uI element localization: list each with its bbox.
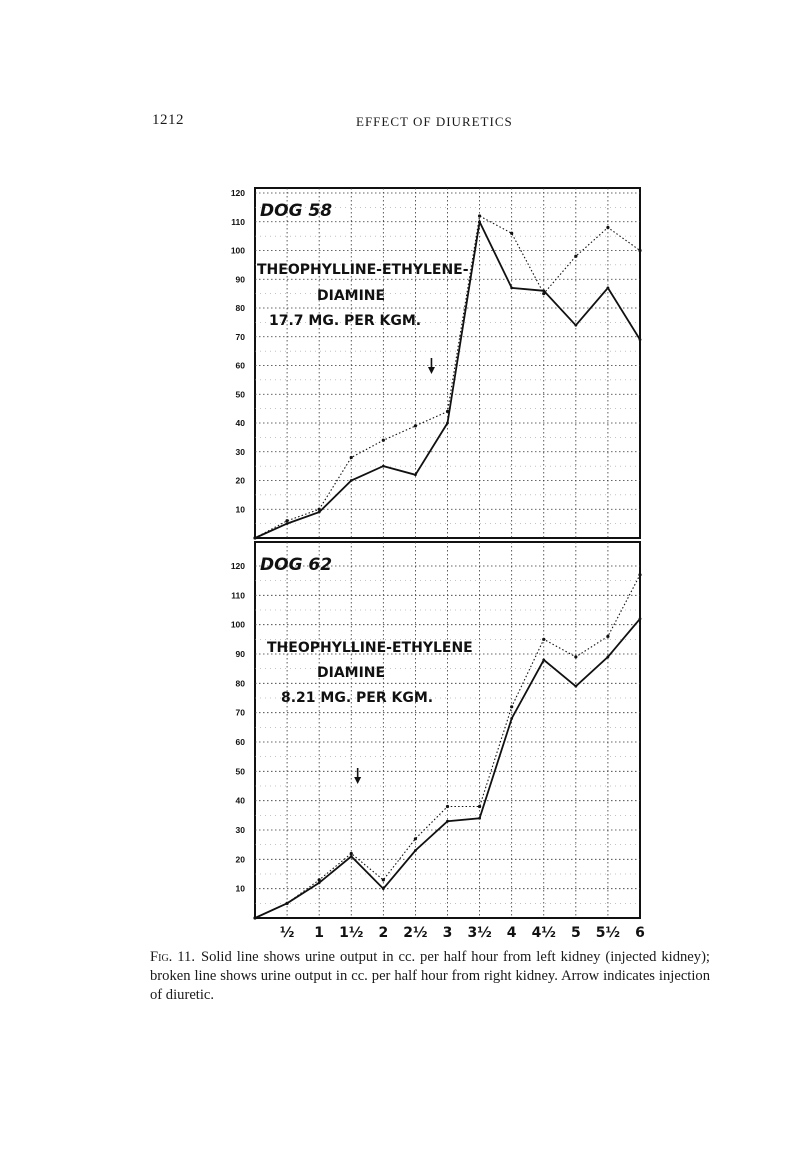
panel-1-dashed-point (510, 232, 513, 235)
panel-2-solid-point (607, 656, 610, 659)
panel-1-solid-point (382, 465, 385, 468)
panel-2-dashed-point (318, 878, 321, 881)
panel-1-y-tick: 120 (230, 188, 245, 198)
panel-2-solid-point (382, 887, 385, 890)
x-axis-tick-label: 5 (570, 925, 581, 941)
panel-1-dashed-point (318, 508, 321, 511)
panel-2-dashed-point (606, 635, 609, 638)
panel-1-solid-point (414, 473, 417, 476)
panel-1-label: DOG 58 (260, 201, 333, 221)
panel-1-y-tick: 10 (235, 504, 245, 515)
panel-1-y-tick: 40 (235, 418, 245, 428)
panel-2-y-tick: 10 (235, 883, 245, 894)
panel-2-solid-point (510, 717, 513, 720)
panel-1-y-tick: 100 (230, 245, 245, 256)
panel-2-dashed-point (350, 852, 353, 855)
x-axis-tick-label: 5½ (595, 925, 621, 941)
panel-1-solid-point (318, 511, 321, 514)
panel-2-annotation-line: DIAMINE (317, 665, 386, 681)
panel-2-solid-point (446, 820, 449, 823)
x-axis-tick-label: 6 (635, 925, 645, 941)
caption-label: Fig. 11. (150, 949, 195, 965)
panel-1-dashed-point (285, 519, 288, 522)
x-axis-tick-label: 1½ (339, 925, 364, 941)
panel-2-y-tick: 30 (235, 825, 245, 835)
panel-1-dashed-point (638, 249, 641, 252)
panel-1-dashed-point (414, 424, 417, 427)
panel-2-annotation-line: 8.21 MG. PER KGM. (281, 690, 434, 706)
panel-1-y-tick: 30 (235, 446, 245, 457)
panel-1-y-tick: 90 (235, 274, 245, 285)
panel-2-dashed-point (446, 805, 449, 808)
panel-1-dashed-point (574, 255, 577, 258)
panel-2-solid-point (478, 817, 481, 820)
x-axis-tick-label: 3 (442, 925, 453, 941)
panel-2-y-tick: 110 (231, 590, 245, 601)
panel-2-y-tick: 70 (235, 707, 245, 718)
panel-2-dashed-point (285, 902, 288, 905)
panel-2-y-tick: 90 (235, 649, 245, 659)
panel-2-y-tick: 120 (230, 561, 245, 571)
panel-2-solid-point (639, 617, 642, 620)
x-axis-tick-label: 1 (314, 925, 325, 941)
panel-1-y-tick: 20 (235, 475, 245, 486)
panel-2-y-tick: 20 (235, 854, 245, 865)
panel-1-dashed-point (446, 410, 449, 413)
panel-2-solid-point (574, 685, 577, 688)
panel-1-y-tick: 70 (235, 331, 245, 342)
caption-text: Solid line shows urine output in cc. per half hour from left kidney (injected kidney); broken line shows urine output in cc. per half hour from right kidney. Arrow indicates injection of diuretic. (150, 949, 710, 1003)
panel-2-y-tick: 40 (235, 795, 245, 806)
panel-2-dashed-point (574, 655, 577, 658)
panel-2-y-tick: 80 (235, 678, 245, 689)
panel-2-solid-series-line (255, 619, 640, 918)
panel-1-dashed-point (382, 439, 385, 442)
panel-2-annotation-line: THEOPHYLLINE-ETHYLENE (267, 640, 473, 656)
panel-2-y-tick: 60 (235, 737, 245, 747)
panel-1-solid-point (446, 422, 449, 425)
panel-1-y-tick: 110 (231, 216, 245, 227)
panel-1-dashed-point (606, 226, 609, 229)
panel-2-dashed-point (510, 705, 513, 708)
panel-2-dashed-point (253, 916, 256, 919)
panel-2-solid-point (542, 658, 545, 661)
panel-1-annotation-line: DIAMINE (317, 288, 386, 304)
panel-1-solid-point (574, 324, 577, 327)
page-number: 1212 (152, 112, 184, 128)
panel-1-dashed-point (253, 536, 256, 539)
panel-1-solid-point (607, 286, 610, 289)
x-axis-tick-label: 2 (378, 925, 389, 941)
panel-1-annotation-line: 17.7 MG. PER KGM. (269, 313, 422, 329)
running-head: EFFECT OF DIURETICS (356, 114, 513, 129)
panel-2-solid-point (414, 849, 417, 852)
x-axis-tick-label: ½ (279, 925, 295, 941)
panel-1-y-tick: 80 (235, 303, 245, 313)
panel-1-annotation-line: THEOPHYLLINE-ETHYLENE- (257, 262, 469, 278)
panel-1-dashed-point (542, 292, 545, 295)
panel-1-solid-point (639, 338, 642, 341)
panel-2-label: DOG 62 (260, 555, 333, 575)
panel-2-dashed-point (414, 837, 417, 840)
panel-2-dashed-point (382, 878, 385, 881)
figure-caption (150, 948, 710, 1005)
x-axis-tick-label: 4 (506, 925, 517, 941)
x-axis-tick-label: 2½ (403, 925, 428, 941)
panel-2-y-tick: 100 (230, 619, 245, 630)
panel-2-dashed-point (478, 805, 481, 808)
panel-2-y-tick: 50 (235, 766, 245, 777)
panel-2-injection-arrowhead (354, 777, 361, 784)
panel-2-solid-point (350, 855, 353, 858)
panel-1-y-tick: 60 (235, 360, 245, 371)
x-axis-tick-label: 4½ (531, 925, 556, 941)
panel-1-dashed-point (350, 456, 353, 459)
panel-1-injection-arrowhead (428, 367, 435, 374)
panel-2-dashed-point (638, 573, 641, 576)
panel-2-solid-point (318, 881, 321, 884)
panel-1-dashed-point (478, 214, 481, 217)
x-axis-tick-label: 3½ (467, 925, 492, 941)
panel-2-dashed-point (542, 638, 545, 641)
panel-1-y-tick: 50 (235, 389, 245, 400)
panel-1-solid-point (350, 479, 353, 482)
panel-1-solid-point (510, 286, 513, 289)
panel-1-solid-point (286, 522, 289, 525)
panel-1-solid-point (542, 289, 545, 292)
